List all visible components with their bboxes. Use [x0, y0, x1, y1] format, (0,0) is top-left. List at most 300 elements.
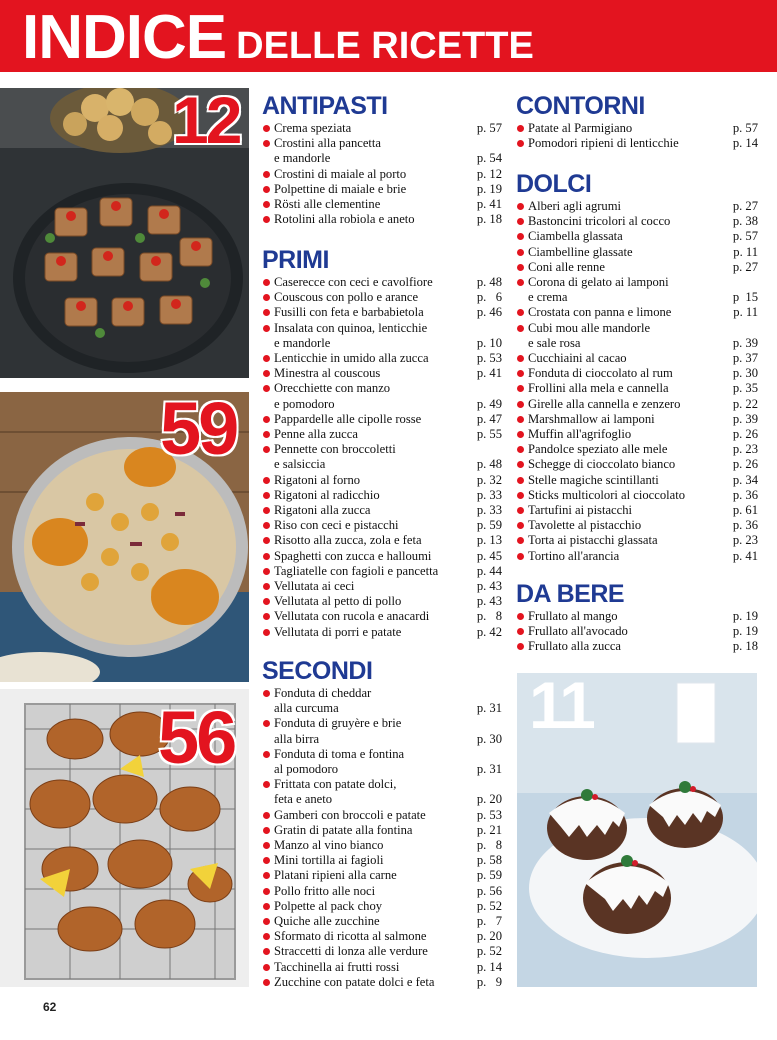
column-left	[262, 94, 502, 227]
recipe-page: p. 19	[732, 609, 758, 623]
recipe-item	[262, 503, 502, 518]
recipe-item	[262, 609, 502, 624]
recipe-item	[262, 838, 502, 853]
recipe-name: Lenticchie in umido alla zucca	[274, 351, 429, 366]
recipe-page: p. 61	[732, 503, 758, 518]
recipe-name: Tagliatelle con fagioli e pancetta	[274, 563, 439, 578]
recipe-item	[262, 290, 502, 305]
recipe-name: al pomodoro	[274, 762, 339, 777]
column-right-dolci	[516, 172, 758, 564]
recipe-page: p. 31	[476, 701, 502, 716]
recipe-page: p. 37	[732, 351, 758, 366]
bullet-icon	[263, 872, 270, 879]
recipe-list-contorni	[516, 121, 758, 151]
recipe-name: Manzo al vino bianco	[274, 838, 384, 853]
recipe-name: Crostini alla pancetta	[274, 136, 382, 151]
recipe-page: p. 11	[733, 305, 758, 320]
bullet-icon	[263, 857, 270, 864]
column-right-contorni	[516, 94, 758, 151]
recipe-page: p. 23	[732, 533, 758, 548]
recipe-page: p. 8	[476, 609, 502, 624]
recipe-name: feta e aneto	[274, 792, 333, 807]
recipe-item	[516, 275, 758, 305]
bullet-icon	[517, 628, 524, 635]
bullet-icon	[263, 613, 270, 620]
recipe-page: p. 10	[476, 335, 502, 350]
recipe-item	[516, 609, 758, 624]
recipe-item	[262, 427, 502, 442]
recipe-list-secondi	[262, 686, 502, 990]
recipe-name: Tavolette al pistacchio	[528, 518, 642, 533]
bullet-icon	[263, 979, 270, 986]
bullet-icon	[263, 568, 270, 575]
recipe-page: p. 43	[476, 594, 502, 609]
recipe-item	[516, 533, 758, 548]
section-title-antipasti: ANTIPASTI	[262, 92, 388, 120]
recipe-item	[262, 929, 502, 944]
page-number: 62	[43, 1000, 57, 1014]
recipe-item	[516, 321, 758, 351]
bullet-icon	[263, 598, 270, 605]
recipe-name: Frullato al mango	[528, 609, 618, 623]
recipe-name: Mini tortilla ai fagioli	[274, 853, 384, 868]
recipe-item	[516, 305, 758, 320]
bullet-icon	[517, 203, 524, 210]
bullet-icon	[263, 370, 270, 377]
bullet-icon	[517, 218, 524, 225]
recipe-name: Riso con ceci e pistacchi	[274, 518, 399, 533]
title-big: INDICE	[22, 3, 227, 72]
header-banner	[0, 0, 777, 72]
bullet-icon	[263, 446, 270, 453]
recipe-name: Rotolini alla robiola e aneto	[274, 212, 415, 227]
recipe-page: p. 20	[476, 929, 502, 944]
recipe-page: p. 8	[476, 838, 502, 853]
recipe-item	[516, 549, 758, 564]
recipe-name: e crema	[528, 290, 568, 305]
recipe-name: Insalata con quinoa, lenticchie	[274, 320, 428, 335]
recipe-name: Torta ai pistacchi glassata	[528, 533, 658, 548]
recipe-name: Frullato alla zucca	[528, 639, 622, 654]
recipe-name: Pollo fritto alle noci	[274, 883, 376, 898]
recipe-item	[516, 503, 758, 518]
recipe-item	[516, 518, 758, 533]
recipe-page: p. 39	[732, 411, 758, 426]
recipe-name: Gratin di patate alla fontina	[274, 822, 413, 837]
recipe-page: p. 57	[732, 229, 758, 244]
recipe-name: Corona di gelato ai lamponi	[528, 275, 669, 290]
bullet-icon	[263, 964, 270, 971]
bullet-icon	[263, 537, 270, 544]
recipe-item	[516, 442, 758, 457]
recipe-name: Rösti alle clementine	[274, 197, 381, 212]
recipe-page: p. 38	[732, 214, 758, 229]
recipe-item	[262, 473, 502, 488]
recipe-item	[262, 716, 502, 746]
recipe-item	[262, 351, 502, 366]
bullet-icon	[263, 522, 270, 529]
recipe-item	[516, 412, 758, 427]
recipe-name: Schegge di cioccolato bianco	[528, 457, 676, 472]
recipe-page: p. 39	[732, 335, 758, 350]
recipe-page: p. 43	[476, 579, 502, 594]
recipe-page: p. 55	[476, 427, 502, 442]
recipe-page: p. 14	[476, 959, 502, 974]
recipe-name: Caserecce con ceci e cavolfiore	[274, 275, 433, 289]
bullet-icon	[517, 249, 524, 256]
recipe-page: p. 31	[476, 762, 502, 776]
bullet-icon	[263, 918, 270, 925]
bullet-icon	[517, 522, 524, 529]
recipe-item	[262, 197, 502, 212]
recipe-item	[262, 488, 502, 503]
recipe-item	[262, 121, 502, 136]
bullet-icon	[517, 477, 524, 484]
recipe-item	[262, 366, 502, 381]
recipe-item	[262, 975, 502, 990]
bullet-icon	[263, 933, 270, 940]
recipe-item	[262, 914, 502, 929]
recipe-name: Penne alla zucca	[274, 427, 358, 442]
recipe-name: e salsiccia	[274, 457, 326, 472]
bullet-icon	[263, 125, 270, 132]
recipe-item	[262, 747, 502, 777]
bullet-icon	[517, 461, 524, 468]
recipe-item	[516, 229, 758, 244]
recipe-page: p. 42	[476, 624, 502, 639]
bullet-icon	[263, 903, 270, 910]
recipe-item	[262, 868, 502, 883]
recipe-page: p. 41	[476, 366, 502, 381]
bullet-icon	[517, 613, 524, 620]
recipe-name: Rigatoni al radicchio	[274, 487, 380, 502]
recipe-page: p. 12	[476, 166, 502, 181]
bullet-icon	[517, 507, 524, 514]
recipe-page: p 15	[732, 290, 758, 305]
bullet-icon	[517, 416, 524, 423]
recipe-name: Vellutata ai ceci	[274, 579, 355, 594]
recipe-name: e sale rosa	[528, 335, 581, 350]
recipe-page: p. 33	[476, 503, 502, 518]
title-small: DELLE RICETTE	[236, 25, 534, 67]
recipe-page: p. 45	[476, 548, 502, 563]
bullet-icon	[517, 537, 524, 544]
bullet-icon	[263, 629, 270, 636]
page-title	[22, 2, 534, 73]
recipe-list-primi	[262, 275, 502, 640]
recipe-item	[262, 564, 502, 579]
recipe-name: e mandorle	[274, 151, 331, 166]
recipe-item	[262, 853, 502, 868]
bullet-icon	[517, 309, 524, 316]
recipe-item	[516, 136, 758, 151]
recipe-page: p. 34	[732, 472, 758, 487]
recipe-item	[262, 808, 502, 823]
section-title-contorni: CONTORNI	[516, 92, 645, 120]
recipe-page: p. 21	[476, 822, 502, 837]
recipe-name: Quiche alle zucchine	[274, 914, 380, 929]
recipe-item	[516, 366, 758, 381]
recipe-item	[262, 944, 502, 959]
bullet-icon	[517, 553, 524, 560]
column-right-dabere	[516, 582, 758, 655]
recipe-item	[262, 305, 502, 320]
recipe-page: p. 32	[476, 472, 502, 487]
photo-page-number: 59	[160, 392, 237, 470]
recipe-name: Girelle alla cannella e zenzero	[528, 396, 681, 411]
bullet-icon	[263, 751, 270, 758]
recipe-name: Spaghetti con zucca e halloumi	[274, 548, 432, 563]
recipe-name: Gamberi con broccoli e patate	[274, 807, 426, 822]
recipe-item	[262, 777, 502, 807]
recipe-name: Frollini alla mela e cannella	[528, 381, 669, 396]
recipe-item	[262, 381, 502, 411]
bullet-icon	[263, 948, 270, 955]
recipe-item	[516, 260, 758, 275]
bullet-icon	[263, 279, 270, 286]
bullet-icon	[263, 812, 270, 819]
recipe-page: p. 14	[732, 136, 758, 151]
bullet-icon	[263, 477, 270, 484]
recipe-page: p. 36	[732, 487, 758, 502]
recipe-page: p. 6	[476, 290, 502, 305]
recipe-page: p. 41	[732, 548, 758, 563]
recipe-page: p. 58	[476, 853, 502, 868]
recipe-item	[516, 639, 758, 654]
photo-riso	[0, 392, 249, 682]
recipe-list-dabere	[516, 609, 758, 655]
recipe-list-dolci	[516, 199, 758, 564]
recipe-page: p. 13	[476, 533, 502, 548]
recipe-name: Cucchiaini al cacao	[528, 351, 627, 366]
recipe-item	[262, 625, 502, 640]
recipe-page: p. 59	[476, 518, 502, 533]
bullet-icon	[263, 186, 270, 193]
photo-page-number: 56	[158, 696, 235, 779]
recipe-list-antipasti	[262, 121, 502, 227]
recipe-item	[516, 245, 758, 260]
bullet-icon	[263, 888, 270, 895]
recipe-name: Fonduta di gruyère e brie	[274, 716, 402, 731]
bullet-icon	[263, 492, 270, 499]
photo-ciambelline	[517, 673, 757, 987]
recipe-page: p. 41	[476, 197, 502, 212]
bullet-icon	[263, 827, 270, 834]
recipe-name: Pappardelle alle cipolle rosse	[274, 411, 422, 426]
bullet-icon	[263, 431, 270, 438]
recipe-page: p. 23	[732, 442, 758, 457]
recipe-page: p. 53	[476, 351, 502, 366]
recipe-name: Vellutata di porri e patate	[274, 624, 402, 639]
recipe-name: e pomodoro	[274, 396, 335, 411]
column-left-primi	[262, 248, 502, 640]
section-title-dolci: DOLCI	[516, 170, 592, 198]
recipe-name: Sformato di ricotta al salmone	[274, 929, 427, 944]
bullet-icon	[517, 325, 524, 332]
recipe-name: Vellutata con rucola e anacardi	[274, 609, 430, 624]
recipe-item	[516, 427, 758, 442]
recipe-name: Pennette con broccoletti	[274, 442, 396, 457]
recipe-item	[262, 884, 502, 899]
recipe-name: Frittata con patate dolci,	[274, 777, 397, 792]
recipe-name: Bastoncini tricolori al cocco	[528, 214, 671, 229]
recipe-item	[516, 121, 758, 136]
recipe-page: p. 27	[732, 259, 758, 274]
recipe-item	[516, 351, 758, 366]
bullet-icon	[263, 201, 270, 208]
recipe-page: p. 11	[733, 244, 758, 259]
recipe-item	[516, 488, 758, 503]
recipe-item	[516, 624, 758, 639]
recipe-name: Tacchinella ai frutti rossi	[274, 959, 400, 974]
recipe-item	[516, 473, 758, 488]
photo-page-number: 12	[172, 88, 240, 157]
recipe-item	[516, 381, 758, 396]
bullet-icon	[263, 690, 270, 697]
recipe-name: Sticks multicolori al cioccolato	[528, 487, 686, 502]
recipe-name: Frullato all'avocado	[528, 624, 628, 639]
recipe-page: p. 18	[476, 212, 502, 227]
bullet-icon	[263, 140, 270, 147]
bullet-icon	[517, 370, 524, 377]
recipe-page: p. 59	[476, 868, 502, 883]
bullet-icon	[517, 125, 524, 132]
section-title-primi: PRIMI	[262, 246, 329, 274]
recipe-item	[516, 214, 758, 229]
bullet-icon	[263, 507, 270, 514]
recipe-name: alla birra	[274, 731, 320, 746]
recipe-page: p. 53	[476, 807, 502, 822]
recipe-name: alla curcuma	[274, 701, 339, 716]
recipe-name: Tartufini ai pistacchi	[528, 503, 633, 518]
photo-crostini	[0, 88, 249, 378]
recipe-item	[262, 594, 502, 609]
recipe-name: Fonduta di toma e fontina	[274, 746, 405, 761]
recipe-name: Orecchiette con manzo	[274, 381, 391, 396]
recipe-name: Pomodori ripieni di lenticchie	[528, 136, 679, 151]
recipe-page: p. 56	[476, 883, 502, 898]
recipe-name: Crema speziata	[274, 121, 352, 135]
recipe-name: Rigatoni alla zucca	[274, 503, 371, 518]
recipe-page: p. 35	[732, 381, 758, 396]
recipe-name: Minestra al couscous	[274, 366, 381, 381]
recipe-item	[262, 212, 502, 227]
recipe-name: Tortino all'arancia	[528, 548, 620, 563]
recipe-name: Cubi mou alle mandorle	[528, 320, 651, 335]
recipe-name: Platani ripieni alla carne	[274, 868, 397, 883]
recipe-page: p. 48	[476, 275, 502, 289]
bullet-icon	[263, 842, 270, 849]
recipe-name: e mandorle	[274, 335, 331, 350]
recipe-item	[262, 136, 502, 166]
bullet-icon	[263, 216, 270, 223]
recipe-item	[262, 275, 502, 290]
recipe-item	[516, 199, 758, 214]
recipe-page: p. 52	[476, 944, 502, 959]
photo-pollo	[0, 689, 249, 987]
bullet-icon	[517, 643, 524, 650]
bullet-icon	[263, 355, 270, 362]
recipe-name: Rigatoni al forno	[274, 472, 361, 487]
recipe-name: Patate al Parmigiano	[528, 121, 633, 135]
recipe-page: p. 18	[732, 639, 758, 654]
bullet-icon	[517, 140, 524, 147]
bullet-icon	[263, 416, 270, 423]
column-left-secondi	[262, 659, 502, 990]
bullet-icon	[517, 233, 524, 240]
recipe-page: p. 30	[732, 366, 758, 381]
recipe-name: Pandolce speziato alle mele	[528, 442, 668, 457]
recipe-name: Crostini di maiale al porto	[274, 166, 407, 181]
section-title-secondi: SECONDI	[262, 657, 373, 685]
recipe-page: p. 46	[476, 305, 502, 320]
recipe-name: Couscous con pollo e arance	[274, 290, 419, 305]
recipe-page: p. 9	[476, 974, 502, 989]
recipe-item	[516, 457, 758, 472]
bullet-icon	[517, 355, 524, 362]
bullet-icon	[263, 781, 270, 788]
recipe-page: p. 19	[732, 624, 758, 639]
recipe-name: Ciambelline glassate	[528, 244, 633, 259]
bullet-icon	[263, 325, 270, 332]
recipe-page: p. 44	[476, 563, 502, 578]
recipe-name: Vellutata al petto di pollo	[274, 594, 402, 609]
bullet-icon	[517, 492, 524, 499]
recipe-page: p. 57	[732, 121, 758, 135]
recipe-name: Fonduta di cioccolato al rum	[528, 366, 673, 381]
bullet-icon	[517, 279, 524, 286]
recipe-item	[262, 412, 502, 427]
recipe-page: p. 54	[476, 151, 502, 166]
bullet-icon	[263, 583, 270, 590]
recipe-name: Stelle magiche scintillanti	[528, 472, 659, 487]
recipe-item	[262, 899, 502, 914]
recipe-item	[262, 321, 502, 351]
recipe-item	[262, 442, 502, 472]
recipe-name: Risotto alla zucca, zola e feta	[274, 533, 422, 548]
bullet-icon	[263, 294, 270, 301]
recipe-page: p. 47	[476, 411, 502, 426]
recipe-name: Polpettine di maiale e brie	[274, 181, 407, 196]
bullet-icon	[517, 401, 524, 408]
recipe-page: p. 19	[476, 181, 502, 196]
bullet-icon	[263, 171, 270, 178]
bullet-icon	[263, 553, 270, 560]
recipe-page: p. 26	[732, 427, 758, 442]
recipe-name: Fonduta di cheddar	[274, 686, 372, 700]
recipe-item	[262, 549, 502, 564]
recipe-name: Coni alle renne	[528, 259, 605, 274]
bullet-icon	[517, 446, 524, 453]
recipe-name: Marshmallow ai lamponi	[528, 411, 655, 426]
recipe-item	[262, 518, 502, 533]
bullet-icon	[517, 385, 524, 392]
recipe-item	[262, 182, 502, 197]
recipe-page: p. 20	[476, 792, 502, 807]
section-title-dabere: DA BERE	[516, 580, 625, 608]
recipe-page: p. 49	[476, 396, 502, 411]
recipe-item	[262, 823, 502, 838]
bullet-icon	[517, 264, 524, 271]
recipe-name: Alberi agli agrumi	[528, 199, 622, 213]
recipe-item	[262, 579, 502, 594]
recipe-name: Muffin all'agrifoglio	[528, 427, 632, 442]
recipe-name: Zucchine con patate dolci e feta	[274, 974, 435, 989]
recipe-page: p. 30	[476, 731, 502, 746]
recipe-item	[516, 397, 758, 412]
recipe-page: p. 48	[476, 457, 502, 472]
recipe-name: Fusilli con feta e barbabietola	[274, 305, 424, 320]
